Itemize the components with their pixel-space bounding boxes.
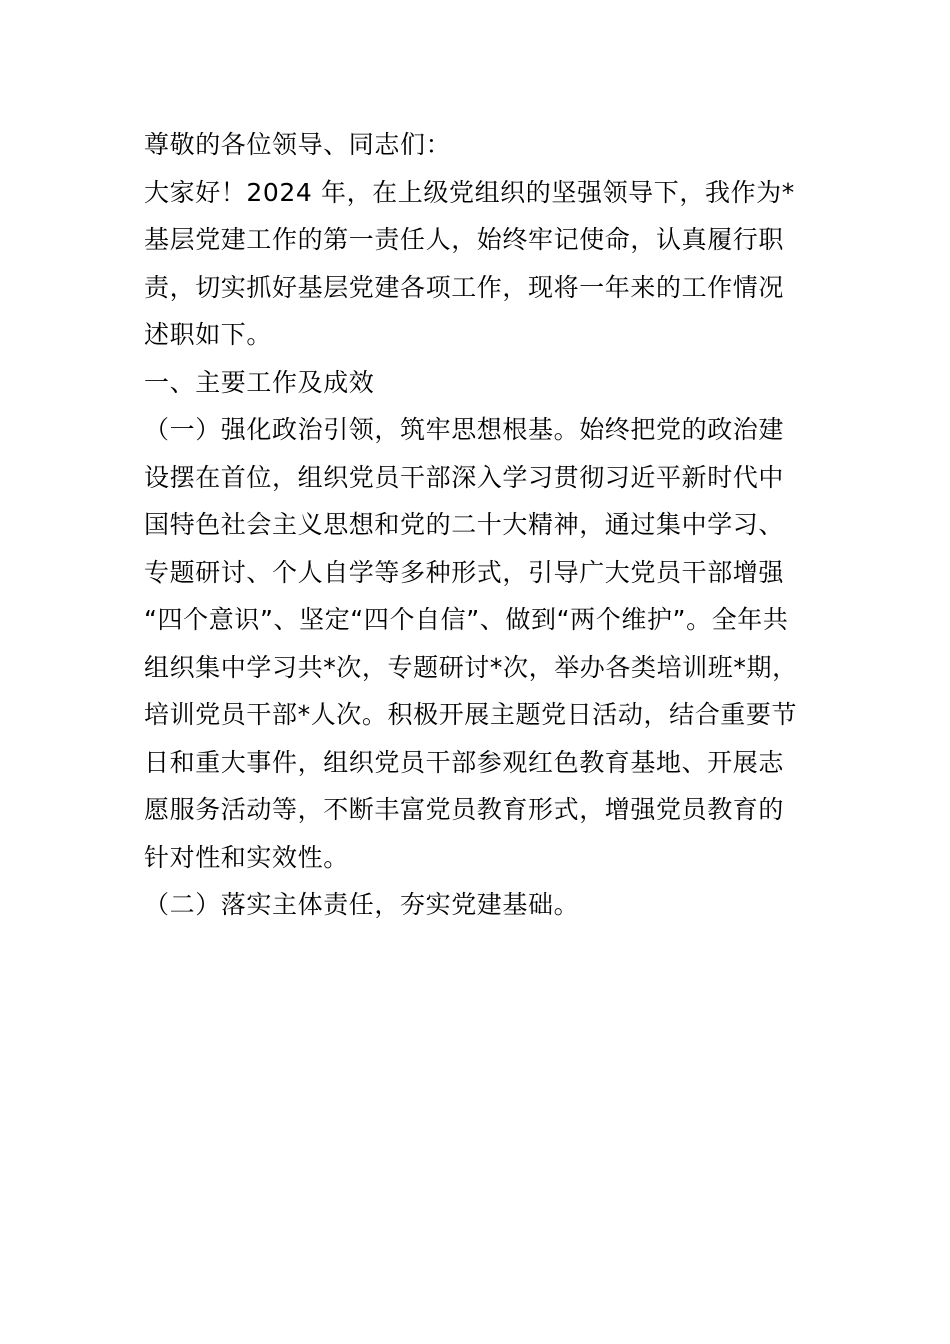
body-line: 组织集中学习共*次，专题研讨*次，举办各类培训班*期，: [144, 652, 798, 682]
subsection-heading-line: （二）落实主体责任，夯实党建基础。: [144, 890, 580, 919]
body-line: 责，切实抓好基层党建各项工作，现将一年来的工作情况: [144, 272, 785, 302]
body-line: 针对性和实效性。: [144, 842, 349, 872]
body-line: 基层党建工作的第一责任人，始终牢记使命，认真履行职: [144, 225, 785, 254]
salutation-line: 尊敬的各位领导、同志们：: [144, 130, 452, 159]
body-line: 国特色社会主义思想和党的二十大精神，通过集中学习、: [144, 510, 785, 539]
section-heading: 一、主要工作及成效: [144, 367, 375, 397]
body-line: 日和重大事件，组织党员干部参观红色教育基地、开展志: [144, 747, 785, 777]
body-line: 愿服务活动等，不断丰富党员教育形式，增强党员教育的: [144, 795, 785, 824]
body-line: 专题研讨、个人自学等多种形式，引导广大党员干部增强: [144, 557, 785, 587]
body-line: “四个意识”、坚定“四个自信”、做到“两个维护”。全年共: [144, 605, 789, 634]
body-line: 大家好！2024 年，在上级党组织的坚强领导下，我作为*: [144, 177, 795, 207]
body-line: 述职如下。: [144, 320, 273, 349]
body-line: 培训党员干部*人次。积极开展主题党日活动，结合重要节: [144, 700, 798, 729]
subsection-heading-line: （一）强化政治引领，筑牢思想根基。始终把党的政治建: [144, 415, 785, 444]
document-page: [144, 121, 808, 929]
body-line: 设摆在首位，组织党员干部深入学习贯彻习近平新时代中: [144, 462, 785, 492]
